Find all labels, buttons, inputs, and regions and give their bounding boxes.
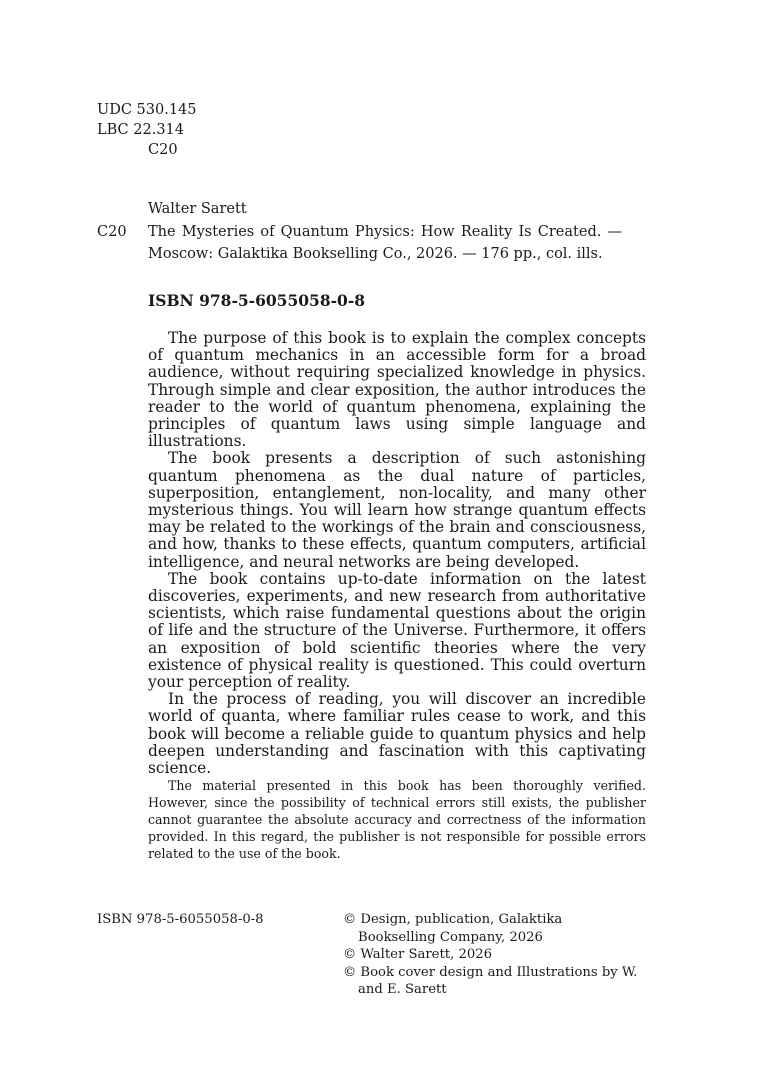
footer-isbn: ISBN 978-5-6055058-0-8 bbox=[97, 912, 264, 927]
udc-code: UDC 530.145 bbox=[97, 102, 197, 118]
bibliographic-description: The Mysteries of Quantum Physics: How Reality Is Created. — Moscow: Galaktika Bookselling Co., 2026. — 176 pp., col. ills. bbox=[148, 224, 622, 262]
lbc-code: LBC 22.314 bbox=[97, 122, 184, 138]
abstract-paragraph: The book contains up-to-date information on the latest discoveries, experiments, and new research from authoritative scientists, which raise fundamental questions about the origin of life and the structure of the Universe. Furthermore, it offers an exposition of bold scientific theories where the very existence of physical reality is questioned. This could overturn your perception of reality. bbox=[148, 569, 646, 692]
abstract-paragraph: The book presents a description of such astonishing quantum phenomena as the dual nature of particles, superposition, entanglement, non-locality, and many other mysterious things. You will learn how strange quantum effects may be related to the workings of the brain and consciousness, and how, thanks to these effects, quantum computers, artificial intelligence, and neural networks are being developed. bbox=[148, 449, 646, 571]
copyright-line: © Design, publication, Galaktika Bookselling Company, 2026 bbox=[343, 912, 563, 945]
abstract-paragraph: The purpose of this book is to explain the complex concepts of quantum mechanics in an accessible form for a broad audience, without requiring specialized knowledge in physics. Through simple and clear exposition, the author introduces the reader to the world of quantum phenomena, explaining the principles of quantum laws using simple language and illustrations. bbox=[148, 329, 646, 451]
author-name: Walter Sarett bbox=[148, 201, 247, 217]
disclaimer: The material presented in this book has been thoroughly verified. However, since the possibility of technical errors still exists, the publisher cannot guarantee the absolute accuracy and correctness of the information provided. In this regard, the publisher is not responsible for possible errors related to the use of the book. bbox=[148, 778, 646, 861]
author-mark: C20 bbox=[148, 142, 178, 158]
abstract bbox=[148, 330, 646, 777]
abstract-paragraph: In the process of reading, you will discover an incredible world of quanta, where familiar rules cease to work, and this book will become a reliable guide to quantum physics and help deepen understanding and fascination with this captivating science. bbox=[148, 690, 646, 778]
copyright-line: © Walter Sarett, 2026 bbox=[343, 947, 493, 962]
isbn-heading: ISBN 978-5-6055058-0-8 bbox=[148, 291, 366, 310]
bibliographic-code: C20 bbox=[97, 224, 127, 240]
copyright-notices bbox=[343, 911, 643, 999]
copyright-line: © Book cover design and Illustrations by W. and E. Sarett bbox=[343, 964, 638, 997]
